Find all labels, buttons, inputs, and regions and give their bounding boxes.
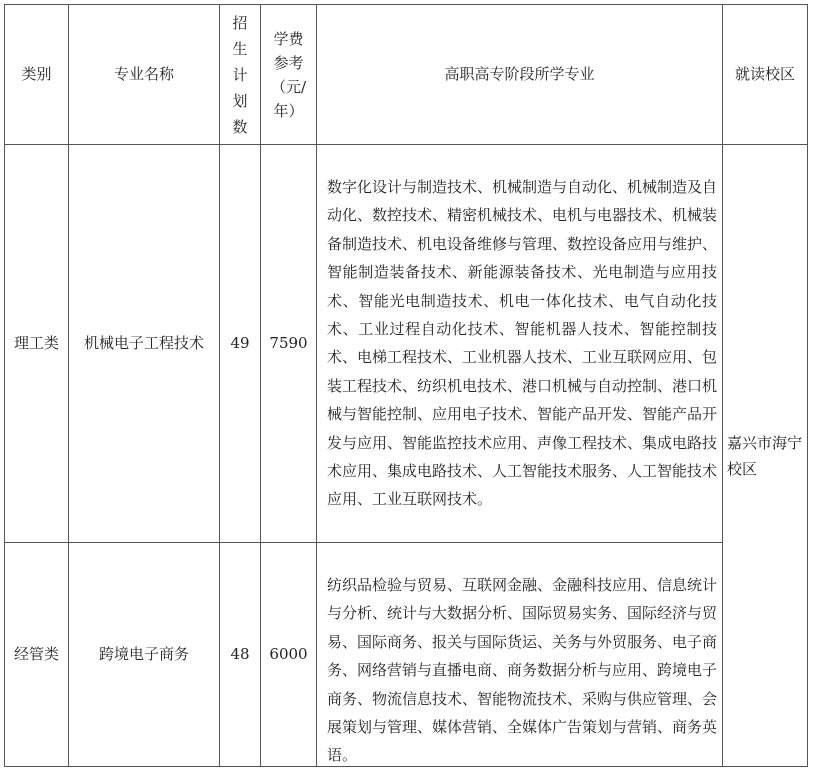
header-enrollment-plan (220, 5, 260, 144)
table-cell-enrollment-plan (220, 145, 260, 542)
table-cell-major-name (69, 543, 219, 766)
header-prior-majors-text: 高职高专阶段所学专业 (444, 65, 595, 83)
header-campus-text: 就读校区 (734, 65, 795, 83)
header-enrollment-plan-text: 招生计划数 (232, 13, 248, 136)
enrollment-plan-value: 48 (230, 645, 250, 663)
table-cell-tuition-fee (261, 145, 316, 542)
enrollment-plan-value: 49 (230, 334, 250, 352)
header-major-name-text: 专业名称 (113, 65, 174, 83)
table-cell-category (5, 145, 68, 542)
table-cell-tuition-fee (261, 543, 316, 766)
header-major-name (69, 5, 219, 144)
category-text: 经管类 (13, 645, 59, 663)
major-name-text: 跨境电子商务 (98, 645, 189, 663)
header-prior-majors (317, 5, 722, 144)
tuition-fee-value: 6000 (269, 645, 308, 663)
prior-majors-text: 数字化设计与制造技术、机械制造与自动化、机械制造及自动化、数控技术、精密机械技术、电机与电器技术、机械装备制造技术、机电设备维修与管理、数控设备应用与维护、智能制造装备技术、新能源装备技术、光电制造与应用技术、智能光电制造技术、机电一体化技术、电气自动化技术、工业过程自动化技术、智能机器人技术、智能控制技术、电梯工程技术、工业机器人技术、工业互联网应用、包装工程技术、纺织机电技术、港口机械与自动控制、港口机械与智能控制、应用电子技术、智能产品开发、智能产品开发与应用、智能监控技术应用、声像工程技术、集成电路技术应用、集成电路技术、人工智能技术服务、人工智能技术应用、工业互联网技术。 (327, 178, 718, 509)
table-border-right (807, 4, 808, 767)
header-tuition-fee (261, 5, 316, 144)
table-cell-major-name (69, 145, 219, 542)
header-category (5, 5, 68, 144)
header-category-text: 类别 (21, 65, 52, 83)
table-cell-enrollment-plan (220, 543, 260, 766)
table-cell-category (5, 543, 68, 766)
header-tuition-fee-text: 学费参考（元/年） (270, 29, 307, 120)
prior-majors-text: 纺织品检验与贸易、互联网金融、金融科技应用、信息统计与分析、统计与大数据分析、国际贸易实务、国际经济与贸易、国际商务、报关与国际货运、关务与外贸服务、电子商务、网络营销与直播电商、商务数据分析与应用、跨境电子商务、物流信息技术、智能物流技术、采购与供应管理、会展策划与管理、媒体营销、全媒体广告策划与营销、商务英语。 (327, 576, 718, 765)
header-campus (723, 5, 807, 144)
major-name-text: 机械电子工程技术 (83, 334, 204, 352)
table-cell-campus (727, 145, 803, 766)
campus-text: 嘉兴市海宁校区 (727, 433, 803, 478)
tuition-fee-value: 7590 (269, 334, 308, 352)
category-text: 理工类 (13, 334, 59, 352)
